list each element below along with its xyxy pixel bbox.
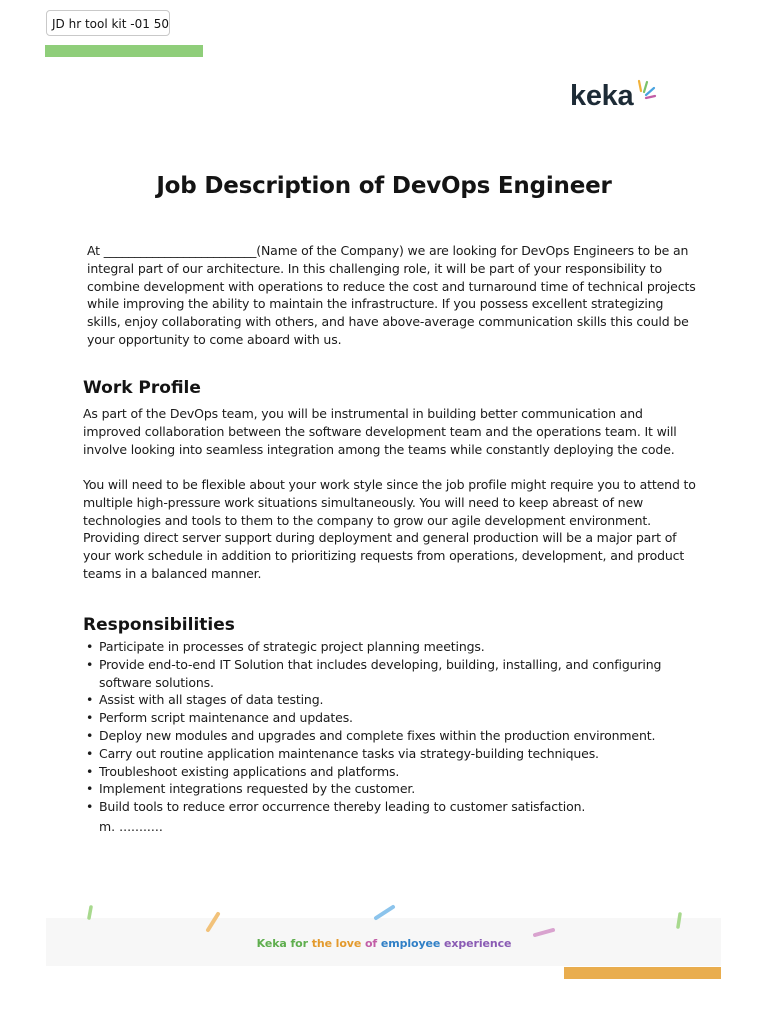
confetti-blue: [376, 907, 393, 918]
list-item-text: Troubleshoot existing applications and platforms.: [99, 763, 400, 779]
list-item-text: Provide end-to-end IT Solution that includes developing, building, installing, and configuring software solutions.: [99, 656, 662, 690]
list-item-text: Deploy new modules and upgrades and complete fixes within the production environment.: [99, 727, 656, 743]
bullet-icon: •: [86, 745, 94, 761]
list-item-text: Assist with all stages of data testing.: [99, 692, 324, 708]
document-tag: JD hr tool kit -01 50: [46, 10, 170, 36]
tagline-part: Keka for: [256, 937, 312, 950]
work-profile-paragraph-1: As part of the DevOps team, you will be instrumental in building better communication and improved collaboration between the software development team and the operations team. It will involve looking into seamless integration among the teams while constantly deploying the code.: [83, 406, 677, 457]
tagline-part: the love: [311, 937, 365, 950]
confetti-pink: [535, 930, 553, 935]
list-item-text: Participate in processes of strategic project planning meetings.: [99, 639, 485, 654]
work-profile-paragraph-2: You will need to be flexible about your work style since the job profile might require you to attend to multiple high-pressure work situations simultaneously. You will need to keep abreast of new technologies and tools to them to the company to grow our agile development environment. Providing direct server support during deployment and general production will be a major part of your work schedule in addition to prioritizing requests from operations, development, and product teams in a balanced manner.: [83, 477, 696, 581]
logo-wordmark: keka: [570, 80, 634, 112]
bullet-icon: •: [86, 639, 94, 654]
orange-accent-bar: [564, 967, 721, 979]
bullet-icon: •: [86, 799, 94, 815]
bullet-icon: •: [86, 763, 94, 779]
footer-tagline: [0, 937, 768, 950]
list-item-text: Build tools to reduce error occurrence thereby leading to customer satisfaction.: [99, 799, 586, 815]
bullet-icon: •: [86, 692, 94, 708]
bullet-icon: •: [86, 727, 94, 743]
confetti-green-left: [89, 907, 91, 918]
confetti-green-right: [678, 914, 680, 927]
list-item-text: Perform script maintenance and updates.: [99, 710, 353, 726]
work-profile-heading: Work Profile: [83, 378, 201, 398]
confetti-orange: [208, 914, 218, 930]
bullet-icon: •: [86, 656, 94, 672]
tagline-part: experience: [444, 937, 512, 950]
page-title: Job Description of DevOps Engineer: [156, 173, 612, 200]
tagline-part: employee: [380, 937, 444, 950]
intro-paragraph: At _________________________(Name of the Company) we are looking for DevOps Engineers to be an integral part of our architecture. In this challenging role, it will be part of your responsibility to combine development with operations to reduce the cost and turnaround time of technical projects while improving the ability to maintain the infrastructure. If you possess excellent strategizing skills, enjoy collaborating with others, and have above-average communication skills this could be your opportunity to come aboard with us.: [87, 243, 696, 347]
list-item-text: Carry out routine application maintenance tasks via strategy-building techniques.: [99, 745, 599, 761]
responsibilities-heading: Responsibilities: [83, 615, 235, 635]
responsibilities-trailing-text: m. ...........: [99, 819, 163, 834]
bullet-icon: •: [86, 710, 94, 726]
list-item-text: Implement integrations requested by the customer.: [99, 781, 416, 797]
tagline-part: of: [364, 937, 381, 950]
bullet-icon: •: [86, 781, 94, 797]
